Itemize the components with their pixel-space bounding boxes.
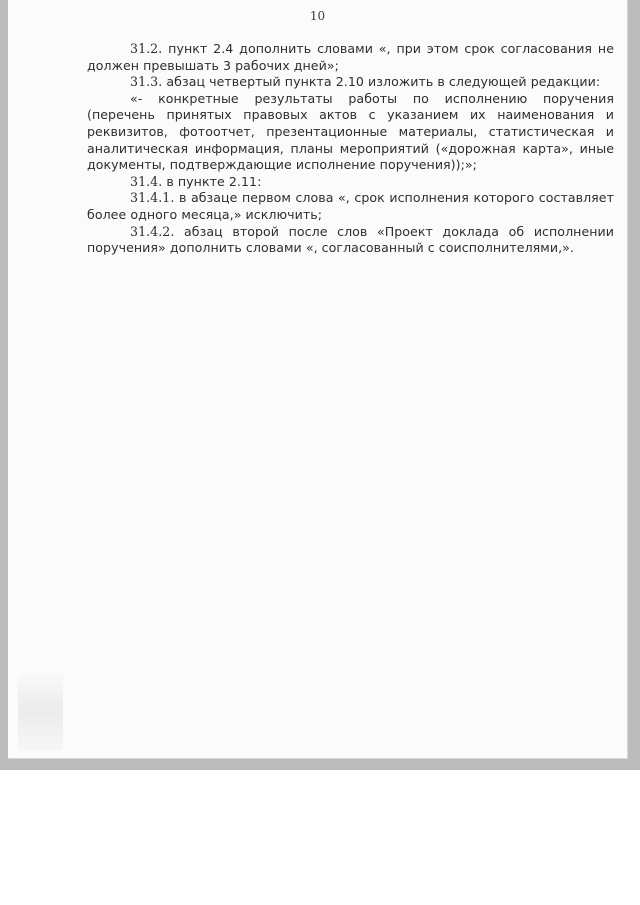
paragraph-number: 31.4.1.	[130, 190, 175, 206]
document-page	[8, 0, 627, 758]
paragraph-31-4	[87, 174, 614, 191]
paragraph-text: в пункте 2.11:	[166, 173, 262, 189]
paragraph-quote	[87, 91, 614, 174]
page-number: 10	[309, 9, 326, 23]
document-body	[87, 41, 614, 257]
paragraph-text: абзац второй после слов «Проект доклада об исполнении поручения» дополнить словами «, согласованный с соисполнителями,».	[87, 223, 614, 256]
paragraph-number: 31.2.	[130, 41, 163, 56]
paragraph-31-2	[87, 41, 614, 74]
paragraph-number: 31.3.	[130, 74, 163, 90]
paragraph-31-3	[87, 74, 614, 91]
paragraph-31-4-2	[87, 224, 614, 257]
scan-artifact	[18, 670, 63, 750]
paragraph-text: пункт 2.4 дополнить словами «, при этом срок согласования не должен превышать 3 рабочих дней»;	[87, 41, 614, 73]
paragraph-text: «- конкретные результаты работы по исполнению поручения (перечень принятых правовых актов с указанием их наименования и реквизитов, фотоотчет, презентационные материалы, статистическая и аналитическая информация, планы мероприятий («дорожная карта», иные документы, подтверждающие исполнение поручения));»;	[87, 90, 614, 173]
paragraph-number: 31.4.2.	[130, 223, 175, 239]
paragraph-number: 31.4.	[130, 173, 163, 189]
paragraph-text: абзац четвертый пункта 2.10 изложить в следующей редакции:	[166, 74, 601, 90]
paragraph-31-4-1	[87, 190, 614, 223]
paragraph-text: в абзаце первом слова «, срок исполнения которого составляет более одного месяца,» исключить;	[87, 190, 614, 222]
